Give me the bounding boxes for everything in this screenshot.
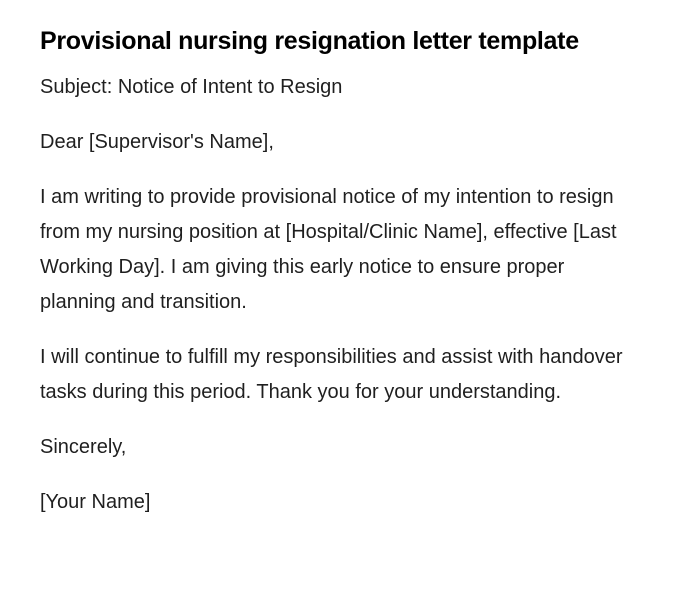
letter-paragraph-handover: I will continue to fulfill my responsibilities and assist with handover tasks during this period. Thank you for your understanding. xyxy=(40,346,623,403)
page-title: Provisional nursing resignation letter template xyxy=(40,27,579,55)
letter-greeting: Dear [Supervisor's Name], xyxy=(40,131,274,153)
letter-signature: [Your Name] xyxy=(40,491,151,513)
letter-paragraph-notice: I am writing to provide provisional notice of my intention to resign from my nursing position at [Hospital/Clinic Name], effective [Last Working Day]. I am giving this early notice to ensure proper planning and transition. xyxy=(40,186,617,313)
letter-subject: Subject: Notice of Intent to Resign xyxy=(40,76,343,98)
letter-closing: Sincerely, xyxy=(40,436,127,458)
